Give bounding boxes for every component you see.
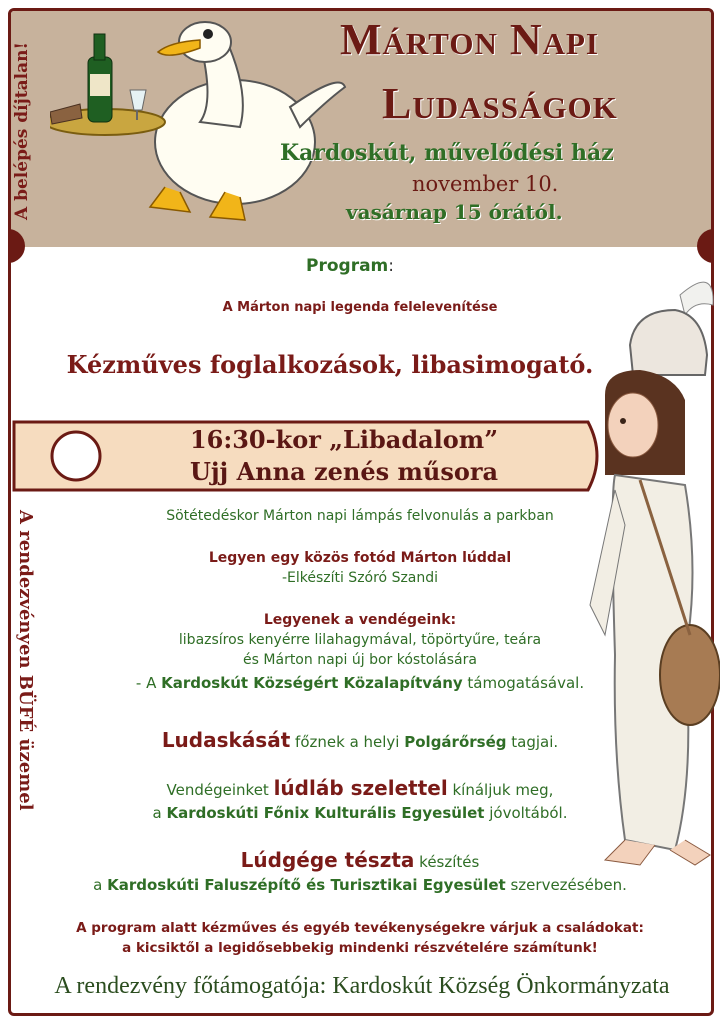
invite-line-2: a kicsiktől a legidősebbekig mindenki részvételére számítunk! — [122, 940, 598, 956]
boy-with-hat-illustration — [585, 275, 720, 875]
ludaskasa-end: tagjai. — [506, 733, 559, 751]
guests-line-3-suffix: támogatásával. — [462, 674, 585, 692]
ludlab2-org: Kardoskúti Főnix Kulturális Egyesület — [166, 804, 485, 822]
ludlab-pre: Vendégeinket — [166, 781, 274, 799]
title-line-2: Ludasságok — [382, 79, 618, 128]
banner-line-2: Ujj Anna zenés műsora — [189, 457, 499, 486]
teszta-post: készítés — [414, 853, 480, 871]
program-heading-colon: : — [388, 256, 394, 276]
invite-line-1: A program alatt kézműves és egyéb tevékenységekre várjuk a családokat: — [76, 920, 644, 936]
footer-sponsor: A rendezvény főtámogatója: Kardoskút Község Önkormányzata — [54, 973, 670, 999]
ludlab2-pre: a — [152, 804, 167, 822]
event-date: november 10. — [412, 172, 559, 196]
lantern-item: Sötétedéskor Márton napi lámpás felvonulás a parkban — [166, 508, 554, 524]
guests-line-3-org: Kardoskút Községért Közalapítvány — [161, 674, 463, 692]
event-location: Kardoskút, művelődési ház — [280, 140, 614, 166]
teszta2-org: Kardoskúti Faluszépítő és Turisztikai Egyesület — [107, 876, 506, 894]
legend-item: A Márton napi legenda felelevenítése — [222, 300, 498, 315]
guests-line-2: és Márton napi új bor kóstolására — [243, 652, 477, 668]
banner-line-1: 16:30-kor „Libadalom” — [189, 425, 499, 454]
ludaskasa-mid: főznek a helyi — [290, 733, 405, 751]
program-heading-text: Program — [306, 256, 389, 276]
program-heading — [306, 256, 394, 276]
entry-note — [8, 12, 38, 224]
free-entry-text: A belépés díjtalan! — [12, 42, 32, 220]
buffet-text: A rendezvényen BÜFÉ üzemel — [15, 510, 36, 811]
teszta-word: Lúdgége tészta — [240, 848, 415, 872]
goose-waiter-illustration — [50, 12, 350, 227]
ludaskasa-org: Polgárőrség — [404, 733, 507, 751]
teszta2-post: szervezésében. — [505, 876, 627, 894]
title-line-1: Márton Napi — [340, 15, 599, 64]
ludlab2-post: jóvoltából. — [484, 804, 568, 822]
event-time: vasárnap 15 órától. — [346, 200, 563, 224]
banner-text — [100, 424, 588, 488]
guests-title: Legyenek a vendégeink: — [263, 612, 457, 628]
guests-line-3-prefix: - A — [135, 674, 162, 692]
teszta2-pre: a — [93, 876, 108, 894]
photo-by: -Elkészíti Szóró Szandi — [281, 570, 439, 586]
ludlab-word: lúdláb szelettel — [273, 776, 448, 800]
photo-title: Legyen egy közös fotód Márton lúddal — [208, 550, 512, 566]
buffet-note — [10, 510, 40, 840]
guests-line-1: libazsíros kenyérre lilahagymával, töpörtyűre, teára — [178, 632, 542, 648]
ludlab-post: kínáljuk meg, — [447, 781, 554, 799]
ludaskasa-word: Ludaskását — [161, 728, 291, 752]
crafts-item: Kézműves foglalkozások, libasimogató. — [66, 350, 594, 379]
teszta-item-2 — [0, 876, 720, 894]
